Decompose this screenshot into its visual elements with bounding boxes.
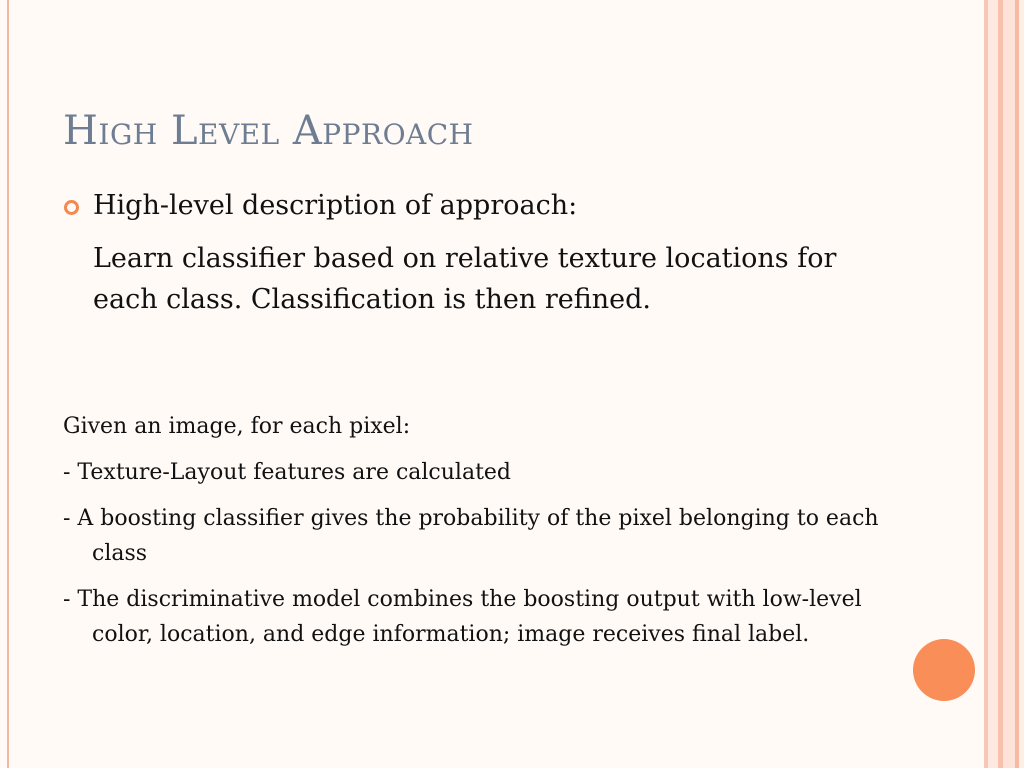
decorative-circle: [913, 639, 975, 701]
bullet-heading: High-level description of approach:: [93, 190, 578, 221]
left-border-line: [7, 0, 9, 768]
right-border-stripe: [1003, 0, 1015, 768]
right-border-stripe: [1019, 0, 1024, 768]
step-item: - The discriminative model combines the boosting output with low-level color, location, and edge information; image receives final label.: [63, 587, 862, 647]
right-border-stripe: [988, 0, 998, 768]
bullet-circle-icon: [64, 200, 79, 215]
bullet-body-text: Learn classifier based on relative texture locations for each class. Classification is then refined.: [93, 243, 837, 315]
slide-title: High Level Approach: [63, 108, 474, 154]
given-statement: Given an image, for each pixel:: [63, 414, 411, 439]
step-item: - Texture-Layout features are calculated: [63, 460, 512, 485]
step-item: - A boosting classifier gives the probability of the pixel belonging to each class: [63, 506, 879, 566]
